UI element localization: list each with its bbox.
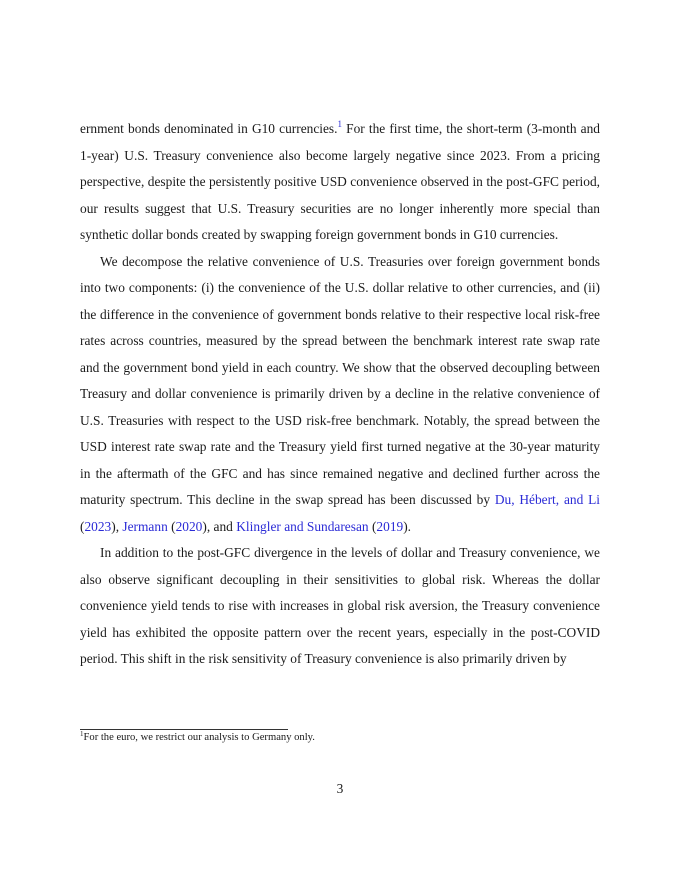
citation-du-hebert-li[interactable]: Du, Hébert, and Li xyxy=(494,492,600,507)
footnote-text: For the euro, we restrict our analysis to Germany only. xyxy=(83,732,315,743)
footnote-rule xyxy=(80,729,288,730)
paragraph-1-start: ernment bonds denominated in G10 currencies. xyxy=(80,121,338,136)
paragraph-1 xyxy=(80,116,600,249)
paragraph-2: We decompose the relative convenience of U.S. Treasuries over foreign government bonds into two components: (i) the convenience of the U.S. dollar relative to other currencies, and (ii) the difference in the convenience of government bonds relative to their respective local risk-free rates across countries, measured by the spread between the benchmark interest rate swap rate and the government bond yield in each country. We show that the observed decoupling between Treasury and dollar convenience is primarily driven by a decline in the relative convenience of U.S. Treasuries with respect to the USD risk-free benchmark. Notably, the spread between the USD interest rate swap rate and the Treasury yield first turned negative at the 30-year maturity in the aftermath of the GFC and has since remained negative and declined further across the maturity spectrum. This decline in the swap spread has been discussed by Du, Hébert, and Li (2023), Jermann (2020), and Klingler and Sundaresan (2019). xyxy=(80,253,600,534)
citation-klingler-sundaresan[interactable]: Klingler and Sundaresan xyxy=(236,518,369,534)
citation-jermann[interactable]: Jermann xyxy=(122,518,168,534)
citation-du-hebert-li-year[interactable]: 2023 xyxy=(84,518,112,534)
citation-jermann-year[interactable]: 2020 xyxy=(175,518,203,534)
paragraph-1-rest: For the first time, the short-term (3-month and 1-year) U.S. Treasury convenience also become largely negative since 2023. From a pricing perspective, despite the persistently positive USD convenience observed in the post-GFC period, our results suggest that U.S. Treasury securities are no longer inherently more special than synthetic dollar bonds created by swapping foreign government bonds in G10 currencies. xyxy=(80,121,600,242)
footnote xyxy=(80,731,600,745)
footnote-reference-1[interactable]: 1 xyxy=(337,119,342,129)
footnote-mark: 1 xyxy=(80,730,84,738)
page-number: 3 xyxy=(336,781,344,796)
body-text xyxy=(80,116,600,673)
paragraph-2-text: We decompose the relative convenience of U.S. Treasuries over foreign government bonds into two components: (i) the convenience of the U.S. dollar relative to other currencies, and (ii) the difference in the convenience of government bonds relative to their respective local risk-free rates across countries, measured by the spread between the benchmark interest rate swap rate and the government bond yield in each country. We show that the observed decoupling between Treasury and dollar convenience is primarily driven by a decline in the relative convenience of U.S. Treasuries with respect to the USD risk-free benchmark. Notably, the spread between the USD interest rate swap rate and the Treasury yield first turned negative at the 30-year maturity in the aftermath of the GFC and has since remained negative and declined further across the maturity spectrum. This decline in the swap spread has been discussed by xyxy=(80,253,600,507)
paragraph-3: In addition to the post-GFC divergence in the levels of dollar and Treasury convenience, we also observe significant decoupling in their sensitivities to global risk. Whereas the dollar convenience yield tends to rise with increases in global risk aversion, the Treasury convenience yield has exhibited the opposite pattern over the recent years, especially in the post-COVID period. This shift in the risk sensitivity of Treasury convenience is also primarily driven by xyxy=(80,545,600,666)
citation-klingler-sundaresan-year[interactable]: 2019 xyxy=(376,518,404,534)
